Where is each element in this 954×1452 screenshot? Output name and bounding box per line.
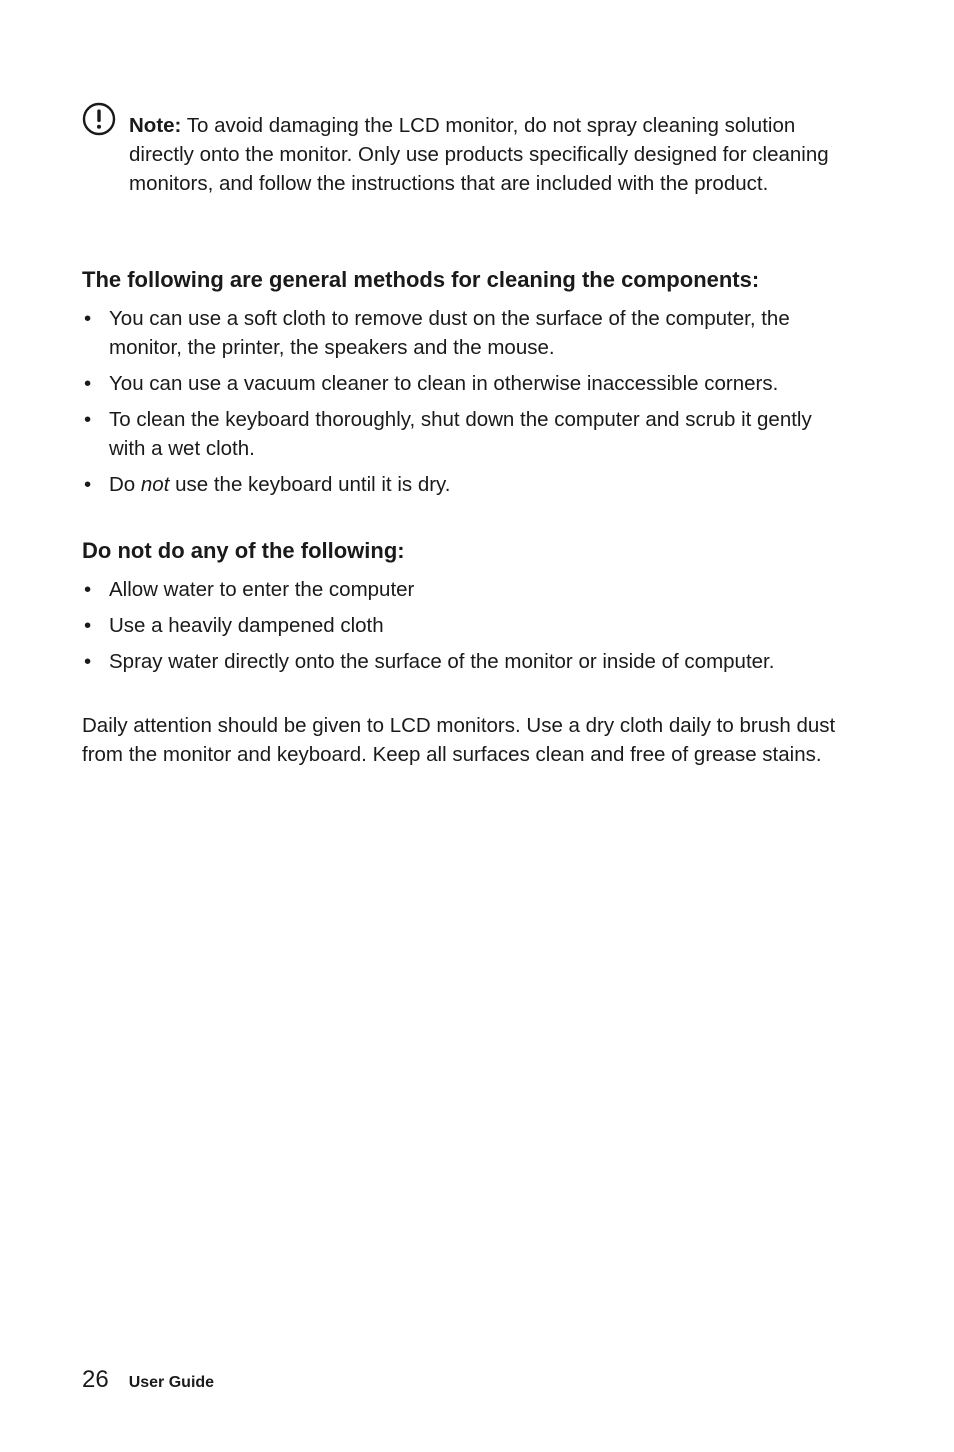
emphasis-not: not: [140, 473, 170, 496]
general-methods-heading: The following are general methods for cleaning the components:: [82, 267, 760, 292]
exclamation-circle-icon: [82, 102, 116, 136]
list-item: • Spray water directly onto the surface of the monitor or inside of computer.: [82, 647, 852, 676]
do-not-heading: Do not do any of the following:: [82, 538, 405, 563]
note-label: Note:: [129, 114, 182, 137]
list-item: • You can use a soft cloth to remove dust on the surface of the computer, the monitor, the printer, the speakers and the mouse.: [82, 304, 852, 362]
bullet: •: [84, 408, 92, 431]
list-item: • Do not use the keyboard until it is dry.: [82, 470, 852, 499]
page-number: 26: [82, 1366, 109, 1393]
list-item: • Use a heavily dampened cloth: [82, 611, 852, 640]
list-item: • Allow water to enter the computer: [82, 575, 852, 604]
note-text: [129, 102, 852, 198]
bullet: •: [84, 614, 92, 637]
general-methods-list: [82, 304, 852, 506]
list-item: • To clean the keyboard thoroughly, shut down the computer and scrub it gently with a wet cloth.: [82, 405, 852, 463]
do-not-list: [82, 575, 852, 683]
bullet: •: [84, 372, 92, 395]
footer-title: User Guide: [128, 1374, 215, 1391]
daily-attention-paragraph: Daily attention should be given to LCD monitors. Use a dry cloth daily to brush dust from the monitor and keyboard. Keep all surfaces clean and free of grease stains.: [82, 714, 836, 766]
list-item: • You can use a vacuum cleaner to clean in otherwise inaccessible corners.: [82, 369, 852, 398]
note-body: To avoid damaging the LCD monitor, do not spray cleaning solution directly onto the monitor. Only use products specifically designed for cleaning monitors, and follow the instructions that are included with the product.: [129, 114, 829, 195]
bullet: •: [84, 578, 92, 601]
bullet: •: [84, 473, 92, 496]
page-footer: [82, 1366, 214, 1398]
note-block: [82, 102, 852, 198]
bullet: •: [84, 650, 92, 673]
bullet: •: [84, 307, 92, 330]
